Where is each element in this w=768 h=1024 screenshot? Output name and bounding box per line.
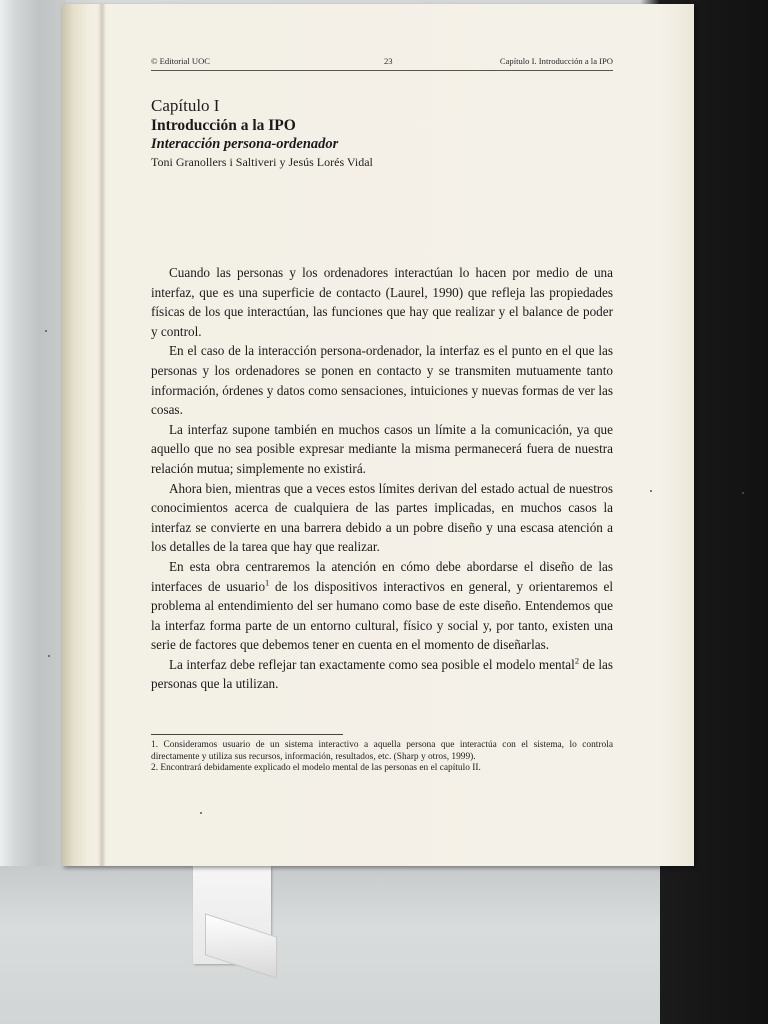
paragraph: En el caso de la interacción persona-ordenador, la interfaz es el punto en el que las personas y los ordenadores se ponen en contacto y se transmiten mutuamente tanto información, órdenes y datos como sensaciones, intuiciones y nuevas formas de ver las cosas. xyxy=(151,343,613,418)
scan-speck xyxy=(200,812,202,814)
scan-speck xyxy=(742,492,744,494)
running-header xyxy=(151,56,613,71)
chapter-title: Introducción a la IPO xyxy=(151,117,296,134)
footnote-rule xyxy=(151,734,343,735)
footnote-mark: 2 xyxy=(574,655,580,666)
scan-speck xyxy=(650,490,652,492)
paragraph: Ahora bien, mientras que a veces estos límites derivan del estado actual de nuestros conocimientos acerca de cualquiera de las partes implicadas, en muchos casos la interfaz se convierte en una barrera debido a un pobre diseño y una escasa atención a los detalles de la tarea que hay que realizar. xyxy=(151,480,613,555)
page-content xyxy=(151,56,613,774)
paragraph: Cuando las personas y los ordenadores interactúan lo hacen por medio de una interfaz, que es una superficie de contacto (Laurel, 1990) que refleja las propiedades físicas de los que interactúan, las funciones que hay que realizar y el balance de poder y control. xyxy=(151,265,613,339)
header-page-number: 23 xyxy=(384,56,393,66)
scan-speck xyxy=(48,655,50,657)
footnote: 2. Encontrará debidamente explicado el modelo mental de las personas en el capítulo II. xyxy=(151,763,481,774)
paragraph-text: La interfaz debe reflejar tan exactamente como sea posible el modelo mental xyxy=(169,656,575,672)
chapter-subtitle: Interacción persona-ordenador xyxy=(151,136,339,152)
scanner-bed xyxy=(0,866,660,1024)
header-chapter: Capítulo I. Introducción a la IPO xyxy=(499,56,613,66)
book-spine-shadow xyxy=(98,4,106,866)
paragraph-text: de las personas que la utilizan. xyxy=(151,656,613,692)
paragraph-text: de los dispositivos interactivos en general, y orientaremos el problema al entendimiento del ser humano como base de este diseño. Entendemos que la interfaz forma parte de un entorno cultural, físico y social y, por tanto, existen una serie de factores que debemos tener en cuenta en el momento de diseñarlas. xyxy=(151,578,613,653)
chapter-heading xyxy=(151,96,613,170)
chapter-label: Capítulo I xyxy=(151,96,220,115)
paragraph xyxy=(151,655,613,694)
paragraph: La interfaz supone también en muchos casos un límite a la comunicación, ya que aquello que no sea posible expresar mediante la misma permanecerá fuera de nuestra relación mutua; simplemente no existirá. xyxy=(151,421,613,476)
body-text xyxy=(151,263,613,694)
footnote: 1. Consideramos usuario de un sistema interactivo a aquella persona que interactúa con el sistema, lo controla directamente y utiliza sus recursos, información, resultados, etc. (Sharp y otros, 1999). xyxy=(151,740,613,762)
footnotes xyxy=(151,740,613,775)
footnote-mark: 1 xyxy=(265,577,270,588)
chapter-authors: Toni Granollers i Saltiveri y Jesús Lorés Vidal xyxy=(151,155,373,169)
paragraph-text: En esta obra centraremos la atención en cómo debe abordarse el diseño de las interfaces de usuario xyxy=(151,558,613,594)
paragraph xyxy=(151,557,613,655)
scan-speck xyxy=(45,330,47,332)
header-publisher: © Editorial UOC xyxy=(151,56,211,66)
